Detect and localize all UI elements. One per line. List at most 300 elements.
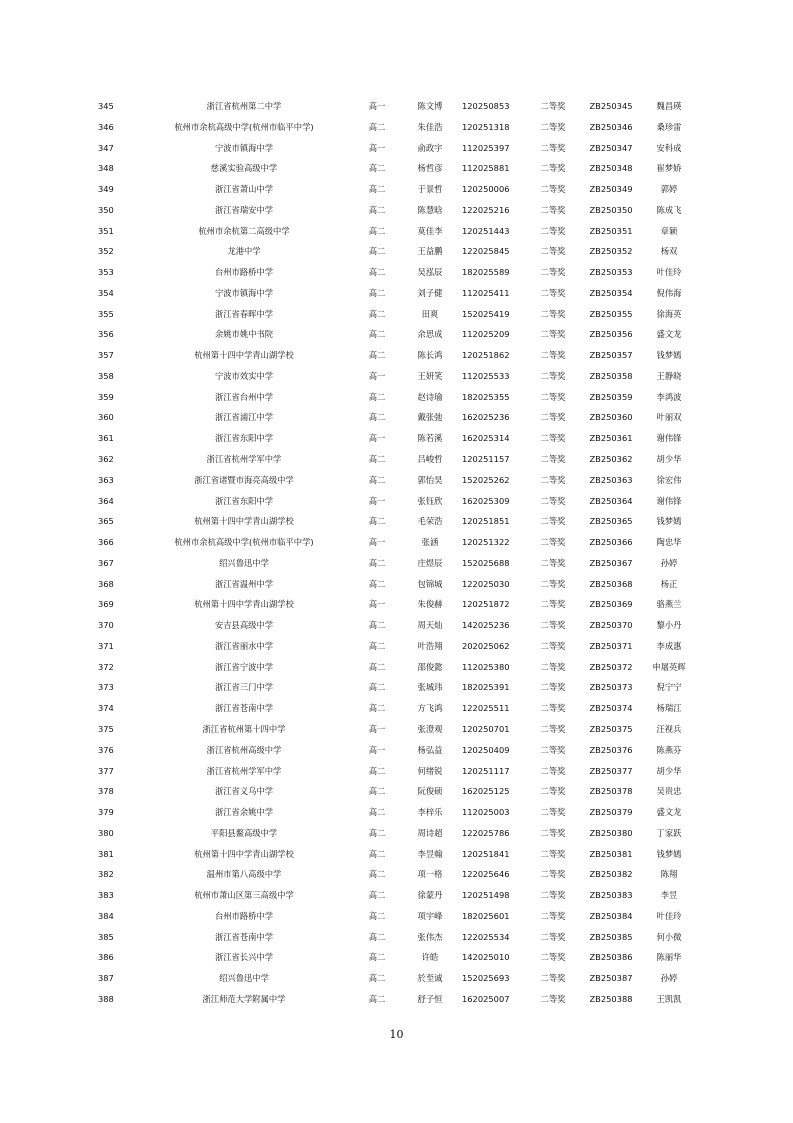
award-level: 二等奖 xyxy=(540,391,566,402)
table-row xyxy=(98,947,698,968)
grade: 高二 xyxy=(368,620,386,631)
row-number: 381 xyxy=(98,848,114,859)
award-level: 二等奖 xyxy=(540,661,566,672)
teacher-name: 丁家跃 xyxy=(656,827,682,838)
award-level: 二等奖 xyxy=(540,910,566,921)
certificate-number: ZB250357 xyxy=(589,350,633,361)
certificate-number: ZB250372 xyxy=(589,661,633,672)
teacher-name: 钱梦嫣 xyxy=(656,516,682,527)
row-number: 387 xyxy=(98,973,114,984)
teacher-name: 钱梦嫣 xyxy=(656,350,682,361)
student-name: 陈文博 xyxy=(417,101,443,111)
school-name: 浙江省浦江中学 xyxy=(214,412,274,423)
school-name: 宁波市效实中学 xyxy=(214,370,274,381)
award-level: 二等奖 xyxy=(540,225,566,236)
certificate-number: ZB250385 xyxy=(589,931,633,942)
award-level: 二等奖 xyxy=(540,184,566,195)
registration-id: 162025309 xyxy=(462,495,510,506)
grade: 高二 xyxy=(368,807,386,818)
teacher-name: 汪视兵 xyxy=(656,723,682,734)
school-name: 杭州第十四中学青山湖学校 xyxy=(194,350,294,361)
student-name: 项宇峰 xyxy=(417,910,443,921)
award-level: 二等奖 xyxy=(540,765,566,776)
table-row xyxy=(98,158,698,179)
certificate-number: ZB250350 xyxy=(589,204,633,215)
student-name: 张钰欣 xyxy=(417,495,443,506)
grade: 高二 xyxy=(368,661,386,672)
registration-id: 162025125 xyxy=(462,786,510,797)
award-level: 二等奖 xyxy=(540,786,566,797)
school-name: 杭州市萧山区第三高级中学 xyxy=(194,890,294,901)
row-number: 364 xyxy=(98,495,114,506)
row-number: 359 xyxy=(98,391,114,402)
teacher-name: 章颖 xyxy=(660,225,678,236)
certificate-number: ZB250369 xyxy=(589,599,633,610)
table-row xyxy=(98,200,698,221)
certificate-number: ZB250367 xyxy=(589,557,633,568)
teacher-name: 魏昌瑛 xyxy=(656,101,682,111)
school-name: 浙江省杭州学军中学 xyxy=(206,454,282,465)
student-name: 戴张弛 xyxy=(417,412,443,423)
grade: 高二 xyxy=(368,121,386,132)
row-number: 369 xyxy=(98,599,114,610)
registration-id: 122025216 xyxy=(462,204,510,215)
school-name: 浙江省丽水中学 xyxy=(214,640,274,651)
registration-id: 182025355 xyxy=(462,391,510,402)
teacher-name: 杨正 xyxy=(660,578,678,589)
student-name: 李昱翰 xyxy=(417,848,443,859)
school-name: 台州市路桥中学 xyxy=(214,267,274,278)
certificate-number: ZB250370 xyxy=(589,620,633,631)
award-level: 二等奖 xyxy=(540,204,566,215)
table-row xyxy=(98,117,698,138)
certificate-number: ZB250348 xyxy=(589,163,633,174)
award-level: 二等奖 xyxy=(540,246,566,257)
student-name: 田爽 xyxy=(421,308,439,319)
registration-id: 162025236 xyxy=(462,412,510,423)
grade: 高二 xyxy=(368,225,386,236)
award-level: 二等奖 xyxy=(540,682,566,693)
award-level: 二等奖 xyxy=(540,620,566,631)
award-level: 二等奖 xyxy=(540,516,566,527)
teacher-name: 陈丽华 xyxy=(656,952,682,963)
registration-id: 152025262 xyxy=(462,474,510,485)
registration-id: 120251117 xyxy=(462,765,510,776)
award-level: 二等奖 xyxy=(540,703,566,714)
registration-id: 120251157 xyxy=(462,454,510,465)
registration-id: 120250853 xyxy=(462,101,510,111)
table-row xyxy=(98,449,698,470)
student-name: 许皓 xyxy=(421,952,439,963)
certificate-number: ZB250345 xyxy=(589,101,633,111)
row-number: 383 xyxy=(98,890,114,901)
award-level: 二等奖 xyxy=(540,640,566,651)
row-number: 386 xyxy=(98,952,114,963)
student-name: 毛荣浩 xyxy=(417,516,443,527)
row-number: 368 xyxy=(98,578,114,589)
student-name: 陈慧晗 xyxy=(417,204,443,215)
row-number: 365 xyxy=(98,516,114,527)
school-name: 浙江省温州中学 xyxy=(214,578,274,589)
grade: 高二 xyxy=(368,350,386,361)
registration-id: 120251841 xyxy=(462,848,510,859)
grade: 高二 xyxy=(368,682,386,693)
table-row xyxy=(98,781,698,802)
grade: 高二 xyxy=(368,184,386,195)
registration-id: 142025010 xyxy=(462,952,510,963)
registration-id: 152025419 xyxy=(462,308,510,319)
row-number: 374 xyxy=(98,703,114,714)
award-level: 二等奖 xyxy=(540,163,566,174)
award-level: 二等奖 xyxy=(540,287,566,298)
table-row xyxy=(98,324,698,345)
certificate-number: ZB250359 xyxy=(589,391,633,402)
certificate-number: ZB250351 xyxy=(589,225,633,236)
certificate-number: ZB250380 xyxy=(589,827,633,838)
grade: 高二 xyxy=(368,557,386,568)
student-name: 於至诚 xyxy=(417,973,443,984)
school-name: 浙江省义乌中学 xyxy=(214,786,274,797)
award-level: 二等奖 xyxy=(540,993,566,1004)
teacher-name: 孙婷 xyxy=(660,973,678,984)
school-name: 浙江省瑞安中学 xyxy=(214,204,274,215)
row-number: 358 xyxy=(98,370,114,381)
table-row xyxy=(98,968,698,989)
grade: 高二 xyxy=(368,516,386,527)
teacher-name: 李成惠 xyxy=(656,640,682,651)
table-row xyxy=(98,491,698,512)
student-name: 王益鹏 xyxy=(417,246,443,257)
student-name: 赵诗瑜 xyxy=(417,391,443,402)
teacher-name: 盛文龙 xyxy=(656,807,682,818)
teacher-name: 胡少华 xyxy=(656,765,682,776)
school-name: 宁波市镇海中学 xyxy=(214,287,274,298)
teacher-name: 胡少华 xyxy=(656,454,682,465)
teacher-name: 孙婷 xyxy=(660,557,678,568)
school-name: 浙江省长兴中学 xyxy=(214,952,274,963)
student-name: 朱俊赫 xyxy=(417,599,443,610)
registration-id: 122025845 xyxy=(462,246,510,257)
table-row xyxy=(98,761,698,782)
grade: 高一 xyxy=(368,744,386,755)
student-name: 王妍笑 xyxy=(417,370,443,381)
school-name: 浙江省杭州第十四中学 xyxy=(202,723,286,734)
certificate-number: ZB250371 xyxy=(589,640,633,651)
teacher-name: 陈成飞 xyxy=(656,204,682,215)
teacher-name: 徐海英 xyxy=(656,308,682,319)
student-name: 陈若溪 xyxy=(417,433,443,444)
table-row xyxy=(98,906,698,927)
registration-id: 120251872 xyxy=(462,599,510,610)
student-name: 杨哲彦 xyxy=(417,163,443,174)
grade: 高二 xyxy=(368,703,386,714)
table-row xyxy=(98,96,698,117)
school-name: 浙江省东阳中学 xyxy=(214,495,274,506)
teacher-name: 王静晓 xyxy=(656,370,682,381)
table-row xyxy=(98,345,698,366)
certificate-number: ZB250377 xyxy=(589,765,633,776)
row-number: 370 xyxy=(98,620,114,631)
award-level: 二等奖 xyxy=(540,329,566,340)
teacher-name: 申屠英辉 xyxy=(652,661,686,672)
teacher-name: 倪伟海 xyxy=(656,287,682,298)
award-level: 二等奖 xyxy=(540,142,566,153)
registration-id: 120251498 xyxy=(462,890,510,901)
row-number: 360 xyxy=(98,412,114,423)
school-name: 杭州第十四中学青山湖学校 xyxy=(194,848,294,859)
school-name: 浙江省东阳中学 xyxy=(214,433,274,444)
registration-id: 182025589 xyxy=(462,267,510,278)
award-level: 二等奖 xyxy=(540,267,566,278)
row-number: 361 xyxy=(98,433,114,444)
row-number: 371 xyxy=(98,640,114,651)
grade: 高一 xyxy=(368,101,386,111)
school-name: 台州市路桥中学 xyxy=(214,910,274,921)
school-name: 浙江省宁波中学 xyxy=(214,661,274,672)
teacher-name: 陶忠华 xyxy=(656,537,682,548)
teacher-name: 杨瑞江 xyxy=(656,703,682,714)
grade: 高一 xyxy=(368,599,386,610)
student-name: 张城玮 xyxy=(417,682,443,693)
school-name: 浙江省萧山中学 xyxy=(214,184,274,195)
certificate-number: ZB250378 xyxy=(589,786,633,797)
award-level: 二等奖 xyxy=(540,537,566,548)
school-name: 余姚市姚中书院 xyxy=(214,329,274,340)
award-level: 二等奖 xyxy=(540,433,566,444)
grade: 高二 xyxy=(368,454,386,465)
grade: 高二 xyxy=(368,412,386,423)
school-name: 浙江省诸暨市海亮高级中学 xyxy=(194,474,294,485)
school-name: 温州市第八高级中学 xyxy=(206,869,282,880)
certificate-number: ZB250356 xyxy=(589,329,633,340)
table-row xyxy=(98,719,698,740)
award-level: 二等奖 xyxy=(540,890,566,901)
grade: 高二 xyxy=(368,869,386,880)
award-level: 二等奖 xyxy=(540,827,566,838)
registration-id: 120251322 xyxy=(462,537,510,548)
student-name: 杨弘益 xyxy=(417,744,443,755)
row-number: 351 xyxy=(98,225,114,236)
student-name: 徐蒙丹 xyxy=(417,890,443,901)
teacher-name: 桑珍雷 xyxy=(656,121,682,132)
row-number: 354 xyxy=(98,287,114,298)
school-name: 浙江师范大学附属中学 xyxy=(202,993,286,1004)
grade: 高二 xyxy=(368,765,386,776)
grade: 高二 xyxy=(368,204,386,215)
certificate-number: ZB250382 xyxy=(589,869,633,880)
row-number: 356 xyxy=(98,329,114,340)
teacher-name: 谢伟锋 xyxy=(656,495,682,506)
row-number: 362 xyxy=(98,454,114,465)
school-name: 杭州第十四中学青山湖学校 xyxy=(194,516,294,527)
student-name: 张伟杰 xyxy=(417,931,443,942)
grade: 高二 xyxy=(368,578,386,589)
grade: 高二 xyxy=(368,308,386,319)
table-row xyxy=(98,677,698,698)
row-number: 345 xyxy=(98,101,114,111)
award-level: 二等奖 xyxy=(540,807,566,818)
certificate-number: ZB250354 xyxy=(589,287,633,298)
school-name: 杭州第十四中学青山湖学校 xyxy=(194,599,294,610)
certificate-number: ZB250353 xyxy=(589,267,633,278)
school-name: 绍兴鲁迅中学 xyxy=(219,557,269,568)
registration-id: 112025380 xyxy=(462,661,510,672)
row-number: 347 xyxy=(98,142,114,153)
row-number: 377 xyxy=(98,765,114,776)
teacher-name: 倪宁宁 xyxy=(656,682,682,693)
certificate-number: ZB250355 xyxy=(589,308,633,319)
registration-id: 112025209 xyxy=(462,329,510,340)
table-row xyxy=(98,138,698,159)
registration-id: 122025534 xyxy=(462,931,510,942)
grade: 高二 xyxy=(368,910,386,921)
certificate-number: ZB250347 xyxy=(589,142,633,153)
award-level: 二等奖 xyxy=(540,412,566,423)
certificate-number: ZB250373 xyxy=(589,682,633,693)
row-number: 378 xyxy=(98,786,114,797)
grade: 高二 xyxy=(368,786,386,797)
registration-id: 122025646 xyxy=(462,869,510,880)
teacher-name: 叶佳玲 xyxy=(656,267,682,278)
grade: 高一 xyxy=(368,142,386,153)
table-row xyxy=(98,262,698,283)
row-number: 373 xyxy=(98,682,114,693)
registration-id: 162025314 xyxy=(462,433,510,444)
certificate-number: ZB250374 xyxy=(589,703,633,714)
student-name: 周天灿 xyxy=(417,620,443,631)
certificate-number: ZB250375 xyxy=(589,723,633,734)
grade: 高一 xyxy=(368,537,386,548)
teacher-name: 王凯凯 xyxy=(656,993,682,1004)
school-name: 龙港中学 xyxy=(227,246,261,257)
registration-id: 112025533 xyxy=(462,370,510,381)
student-name: 郭怡昊 xyxy=(417,474,443,485)
school-name: 慈溪实验高级中学 xyxy=(210,163,278,174)
student-name: 吕峻哲 xyxy=(417,454,443,465)
table-row xyxy=(98,304,698,325)
row-number: 350 xyxy=(98,204,114,215)
award-level: 二等奖 xyxy=(540,474,566,485)
award-level: 二等奖 xyxy=(540,121,566,132)
student-name: 方飞鸿 xyxy=(417,703,443,714)
school-name: 杭州市余杭高级中学(杭州市临平中学) xyxy=(174,537,314,548)
certificate-number: ZB250358 xyxy=(589,370,633,381)
table-row xyxy=(98,221,698,242)
teacher-name: 徐宏伟 xyxy=(656,474,682,485)
student-name: 包锦城 xyxy=(417,578,443,589)
grade: 高一 xyxy=(368,723,386,734)
teacher-name: 陈燕芬 xyxy=(656,744,682,755)
table-row xyxy=(98,366,698,387)
school-name: 浙江省苍南中学 xyxy=(214,931,274,942)
school-name: 浙江省杭州学军中学 xyxy=(206,765,282,776)
grade: 高二 xyxy=(368,973,386,984)
certificate-number: ZB250383 xyxy=(589,890,633,901)
grade: 高二 xyxy=(368,163,386,174)
grade: 高一 xyxy=(368,370,386,381)
table-row xyxy=(98,511,698,532)
registration-id: 112025411 xyxy=(462,287,510,298)
row-number: 388 xyxy=(98,993,114,1004)
certificate-number: ZB250386 xyxy=(589,952,633,963)
row-number: 357 xyxy=(98,350,114,361)
teacher-name: 谢伟锋 xyxy=(656,433,682,444)
table-row xyxy=(98,407,698,428)
row-number: 363 xyxy=(98,474,114,485)
student-name: 庄煜辰 xyxy=(417,557,443,568)
grade: 高二 xyxy=(368,993,386,1004)
award-level: 二等奖 xyxy=(540,973,566,984)
table-row xyxy=(98,241,698,262)
table-row xyxy=(98,594,698,615)
row-number: 346 xyxy=(98,121,114,132)
certificate-number: ZB250365 xyxy=(589,516,633,527)
student-name: 项一格 xyxy=(417,869,443,880)
table-row xyxy=(98,574,698,595)
certificate-number: ZB250388 xyxy=(589,993,633,1004)
award-level: 二等奖 xyxy=(540,723,566,734)
registration-id: 120250409 xyxy=(462,744,510,755)
registration-id: 152025693 xyxy=(462,973,510,984)
registration-id: 122025786 xyxy=(462,827,510,838)
row-number: 385 xyxy=(98,931,114,942)
student-name: 张涵 xyxy=(421,537,439,548)
table-row xyxy=(98,740,698,761)
registration-id: 162025007 xyxy=(462,993,510,1004)
student-name: 余思成 xyxy=(417,329,443,340)
certificate-number: ZB250363 xyxy=(589,474,633,485)
row-number: 376 xyxy=(98,744,114,755)
award-level: 二等奖 xyxy=(540,578,566,589)
table-row xyxy=(98,428,698,449)
registration-id: 112025397 xyxy=(462,142,510,153)
table-row xyxy=(98,844,698,865)
grade: 高二 xyxy=(368,287,386,298)
teacher-name: 安科成 xyxy=(656,142,682,153)
table-row xyxy=(98,802,698,823)
student-name: 俞政宇 xyxy=(417,142,443,153)
registration-id: 120251862 xyxy=(462,350,510,361)
certificate-number: ZB250384 xyxy=(589,910,633,921)
certificate-number: ZB250366 xyxy=(589,537,633,548)
certificate-number: ZB250362 xyxy=(589,454,633,465)
award-level: 二等奖 xyxy=(540,350,566,361)
school-name: 浙江省春晖中学 xyxy=(214,308,274,319)
certificate-number: ZB250349 xyxy=(589,184,633,195)
registration-id: 120250701 xyxy=(462,723,510,734)
table-row xyxy=(98,885,698,906)
grade: 高二 xyxy=(368,952,386,963)
teacher-name: 叶佳玲 xyxy=(656,910,682,921)
registration-id: 120250006 xyxy=(462,184,510,195)
page-number: 10 xyxy=(389,1028,404,1041)
row-number: 382 xyxy=(98,869,114,880)
school-name: 杭州市余杭高级中学(杭州市临平中学) xyxy=(174,121,314,132)
teacher-name: 杨双 xyxy=(660,246,678,257)
certificate-number: ZB250361 xyxy=(589,433,633,444)
certificate-number: ZB250379 xyxy=(589,807,633,818)
grade: 高二 xyxy=(368,267,386,278)
certificate-number: ZB250352 xyxy=(589,246,633,257)
registration-id: 122025030 xyxy=(462,578,510,589)
student-name: 刘子健 xyxy=(417,287,443,298)
school-name: 浙江省三门中学 xyxy=(214,682,274,693)
award-list-body xyxy=(98,96,698,1010)
student-name: 朱佳浩 xyxy=(417,121,443,132)
table-row xyxy=(98,864,698,885)
student-name: 吴泓辰 xyxy=(417,267,443,278)
award-level: 二等奖 xyxy=(540,599,566,610)
